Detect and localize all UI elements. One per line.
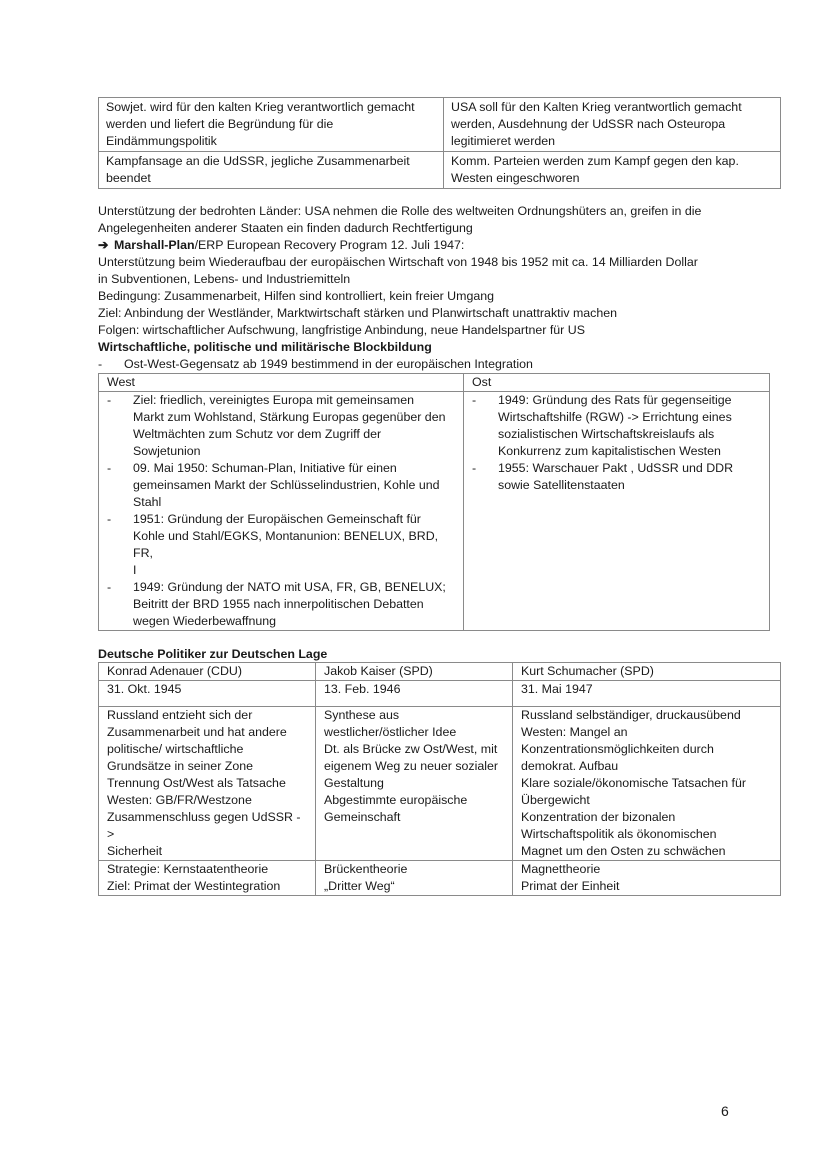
position-cell — [316, 707, 513, 861]
paragraph-line: Ziel: Anbindung der Westländer, Marktwirtschaft stärken und Planwirtschaft unattraktiv machen — [98, 306, 618, 320]
marshall-plan-line — [98, 237, 464, 254]
cell-line: Sicherheit — [107, 844, 163, 858]
cell-line: Sowjet. wird für den kalten Krieg verantwortlich gemacht — [106, 100, 415, 114]
cell-line: legitimieret werden — [451, 134, 555, 148]
table-row — [99, 663, 781, 681]
item-line: - Ziel: friedlich, vereinigtes Europa mit gemeinsamen — [133, 393, 414, 407]
cell-line: westlicher/östlicher Idee — [324, 725, 457, 739]
strategy-cell — [316, 861, 513, 896]
cell-line: Grundsätze in seiner Zone — [107, 759, 254, 773]
header-west: West — [99, 374, 464, 392]
table-row — [99, 681, 781, 707]
cell-line: Magnet um den Osten zu schwächen — [521, 844, 726, 858]
list-item — [107, 460, 455, 511]
cell-line: Zusammenarbeit und hat andere — [107, 725, 287, 739]
paragraph-line: Folgen: wirtschaftlicher Aufschwung, langfristige Anbindung, neue Handelspartner für US — [98, 323, 585, 337]
page-number: 6 — [721, 1103, 729, 1119]
item-line: sozialistischen Wirtschaftskreislaufs als — [498, 427, 715, 441]
cell-line: Gemeinschaft — [324, 810, 401, 824]
item-line: Sowjetunion — [133, 444, 201, 458]
table-row — [99, 861, 781, 896]
cell-line: Konzentration der bizonalen — [521, 810, 676, 824]
bloc-table — [98, 373, 770, 631]
cell-line: Abgestimmte europäische — [324, 793, 468, 807]
paragraph-line: Bedingung: Zusammenarbeit, Hilfen sind kontrolliert, kein freier Umgang — [98, 289, 495, 303]
bullet-text: Ost-West-Gegensatz ab 1949 bestimmend in der europäischen Integration — [124, 357, 533, 371]
cell-line: Konzentrationsmöglichkeiten durch — [521, 742, 714, 756]
cell-line: beendet — [106, 171, 151, 185]
list-item — [472, 392, 761, 460]
cell-line: Zusammenschluss gegen UdSSR -> — [107, 810, 301, 841]
date-cell: 31. Mai 1947 — [513, 681, 781, 707]
ost-cell — [464, 392, 770, 631]
paragraph-line: Unterstützung beim Wiederaufbau der europäischen Wirtschaft von 1948 bis 1952 mit ca. 14 Milliarden Dollar — [98, 255, 698, 269]
table-cell — [99, 98, 444, 152]
cell-line: Wirtschaftspolitik als ökonomischen — [521, 827, 717, 841]
cell-line: Russland selbständiger, druckausübend — [521, 708, 741, 722]
cell-line: werden und liefert die Begründung für die — [106, 117, 334, 131]
paragraph-line: Angelegenheiten anderer Staaten ein finden dadurch Rechtfertigung — [98, 221, 473, 235]
cell-line: Kampfansage an die UdSSR, jegliche Zusammenarbeit — [106, 154, 410, 168]
item-line: I — [133, 563, 137, 577]
cell-line: Brückentheorie — [324, 862, 408, 876]
table-row — [99, 707, 781, 861]
list-item — [472, 460, 761, 494]
cell-line: werden, Ausdehnung der UdSSR nach Osteuropa — [451, 117, 726, 131]
cell-line: „Dritter Weg“ — [324, 879, 395, 893]
cell-line: USA soll für den Kalten Krieg verantwortlich gemacht — [451, 100, 742, 114]
table-row — [99, 98, 781, 152]
list-item — [107, 392, 455, 460]
item-line: Stahl — [133, 495, 162, 509]
cell-line: Magnettheorie — [521, 862, 601, 876]
table-header-row — [99, 374, 770, 392]
list-item — [107, 511, 455, 579]
item-line: Kohle und Stahl/EGKS, Montanunion: BENELUX, BRD, FR, — [133, 529, 439, 560]
position-cell — [99, 707, 316, 861]
paragraph-line: Unterstützung der bedrohten Länder: USA nehmen die Rolle des weltweiten Ordnungshüters an, greifen in die — [98, 204, 702, 218]
item-line: Wirtschaftshilfe (RGW) -> Errichtung eines — [498, 410, 732, 424]
table-row — [99, 392, 770, 631]
cell-line: Westen: GB/FR/Westzone — [107, 793, 252, 807]
west-cell — [99, 392, 464, 631]
item-line: - 1955: Warschauer Pakt , UdSSR und DDR — [498, 461, 734, 475]
strategy-cell — [99, 861, 316, 896]
table-row — [99, 152, 781, 189]
section-heading: Wirtschaftliche, politische und militärische Blockbildung — [98, 340, 432, 354]
cell-line: Komm. Parteien werden zum Kampf gegen den kap. — [451, 154, 739, 168]
date-cell: 13. Feb. 1946 — [316, 681, 513, 707]
marshall-plan-label: Marshall-Plan — [114, 238, 195, 252]
item-line: - 1951: Gründung der Europäischen Gemeinschaft für — [133, 512, 421, 526]
cell-line: Russland entzieht sich der — [107, 708, 253, 722]
cell-line: eigenem Weg zu neuer sozialer — [324, 759, 499, 773]
politicians-table — [98, 662, 781, 896]
strategy-cell — [513, 861, 781, 896]
cell-line: Strategie: Kernstaatentheorie — [107, 862, 269, 876]
cell-line: Trennung Ost/West als Tatsache — [107, 776, 286, 790]
date-cell: 31. Okt. 1945 — [99, 681, 316, 707]
item-line: - 1949: Gründung der NATO mit USA, FR, GB, BENELUX; — [133, 580, 446, 594]
cell-line: Ziel: Primat der Westintegration — [107, 879, 281, 893]
dash-bullet: - — [98, 357, 103, 371]
table-cell — [444, 98, 781, 152]
paragraph-line: in Subventionen, Lebens- und Industriemitteln — [98, 272, 351, 286]
item-line: - 09. Mai 1950: Schuman-Plan, Initiative für einen — [133, 461, 397, 475]
marshall-plan-detail: /ERP European Recovery Program 12. Juli 1947: — [194, 238, 465, 252]
cell-line: Klare soziale/ökonomische Tatsachen für — [521, 776, 746, 790]
politician-name: Konrad Adenauer (CDU) — [99, 663, 316, 681]
cell-line: Übergewicht — [521, 793, 590, 807]
politician-name: Kurt Schumacher (SPD) — [513, 663, 781, 681]
cell-line: Synthese aus — [324, 708, 400, 722]
item-line: sowie Satellitenstaaten — [498, 478, 625, 492]
bullet-line — [98, 356, 533, 373]
item-line: wegen Wiederbewaffnung — [133, 614, 277, 628]
table-cell — [444, 152, 781, 189]
item-line: - 1949: Gründung des Rats für gegenseitige — [498, 393, 732, 407]
cell-line: Westen: Mangel an — [521, 725, 628, 739]
item-line: Beitritt der BRD 1955 nach innerpolitischen Debatten — [133, 597, 424, 611]
item-line: Weltmächten zum Schutz vor dem Zugriff der — [133, 427, 382, 441]
cell-line: demokrat. Aufbau — [521, 759, 619, 773]
header-ost: Ost — [464, 374, 770, 392]
cell-line: politische/ wirtschaftliche — [107, 742, 244, 756]
cell-line: Eindämmungspolitik — [106, 134, 217, 148]
cell-line: Dt. als Brücke zw Ost/West, mit — [324, 742, 498, 756]
comparison-table — [98, 97, 781, 189]
cell-line: Gestaltung — [324, 776, 384, 790]
cell-line: Westen eingeschworen — [451, 171, 580, 185]
item-line: gemeinsamen Markt der Schlüsselindustrien, Kohle und — [133, 478, 440, 492]
list-item — [107, 579, 455, 630]
item-line: Markt zum Wohlstand, Stärkung Europas gegenüber den — [133, 410, 446, 424]
right-arrow-icon: ➔ — [98, 238, 109, 252]
position-cell — [513, 707, 781, 861]
table-cell — [99, 152, 444, 189]
politicians-heading: Deutsche Politiker zur Deutschen Lage — [98, 647, 328, 661]
politician-name: Jakob Kaiser (SPD) — [316, 663, 513, 681]
item-line: Konkurrenz zum kapitalistischen Westen — [498, 444, 721, 458]
cell-line: Primat der Einheit — [521, 879, 620, 893]
